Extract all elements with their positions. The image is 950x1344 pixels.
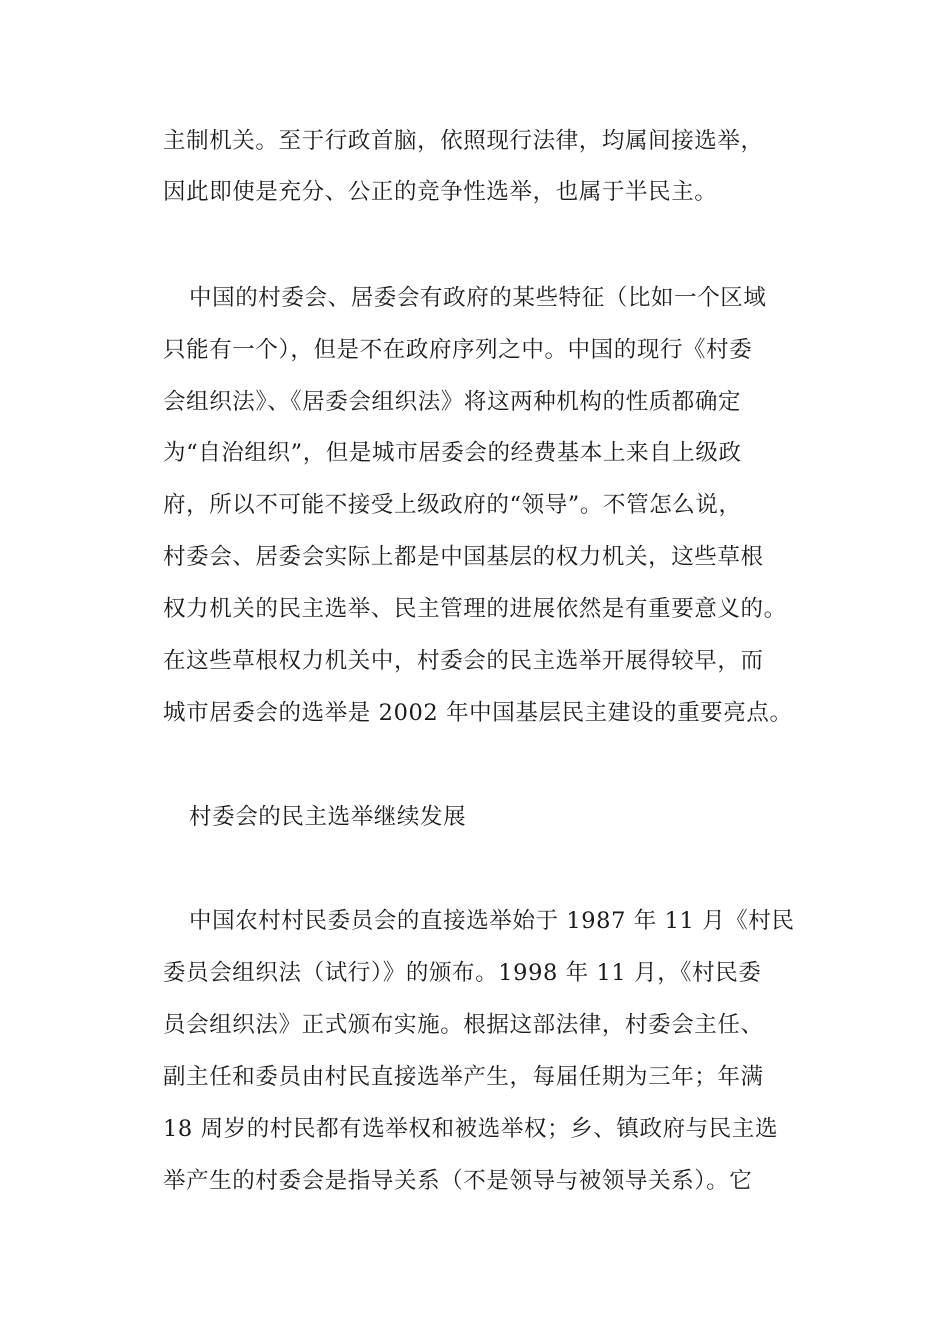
text-line: 员会组织法》正式颁布实施。根据这部法律，村委会主任、	[163, 1012, 764, 1038]
section-heading: 村委会的民主选举继续发展	[189, 804, 467, 830]
text-line: 中国农村村民委员会的直接选举始于 1987 年 11 月《村民	[189, 908, 795, 934]
text-line: 举产生的村委会是指导关系（不是领导与被领导关系）。它	[163, 1168, 753, 1194]
text-line: 权力机关的民主选举、民主管理的进展依然是有重要意义的。	[163, 596, 787, 622]
text-line: 副主任和委员由村民直接选举产生，每届任期为三年；年满	[163, 1064, 764, 1090]
text-line: 为“自治组织”，但是城市居委会的经费基本上来自上级政	[163, 440, 742, 466]
text-line: 委员会组织法（试行）》的颁布。1998 年 11 月，《村民委	[163, 960, 762, 986]
text-line: 18 周岁的村民都有选举权和被选举权；乡、镇政府与民主选	[163, 1116, 779, 1142]
text-line: 因此即使是充分、公正的竞争性选举，也属于半民主。	[163, 179, 718, 205]
text-line: 只能有一个），但是不在政府序列之中。中国的现行《村委	[163, 337, 753, 363]
text-line: 城市居委会的选举是 2002 年中国基层民主建设的重要亮点。	[163, 700, 793, 726]
text-line: 中国的村委会、居委会有政府的某些特征（比如一个区域	[189, 285, 767, 311]
text-line: 府，所以不可能不接受上级政府的“领导”。不管怎么说，	[163, 492, 742, 518]
text-line: 主制机关。至于行政首脑，依照现行法律，均属间接选举，	[163, 128, 764, 154]
text-line: 在这些草根权力机关中，村委会的民主选举开展得较早，而	[163, 648, 764, 674]
text-line: 会组织法》、《居委会组织法》将这两种机构的性质都确定	[163, 389, 742, 415]
text-line: 村委会、居委会实际上都是中国基层的权力机关，这些草根	[163, 544, 764, 570]
